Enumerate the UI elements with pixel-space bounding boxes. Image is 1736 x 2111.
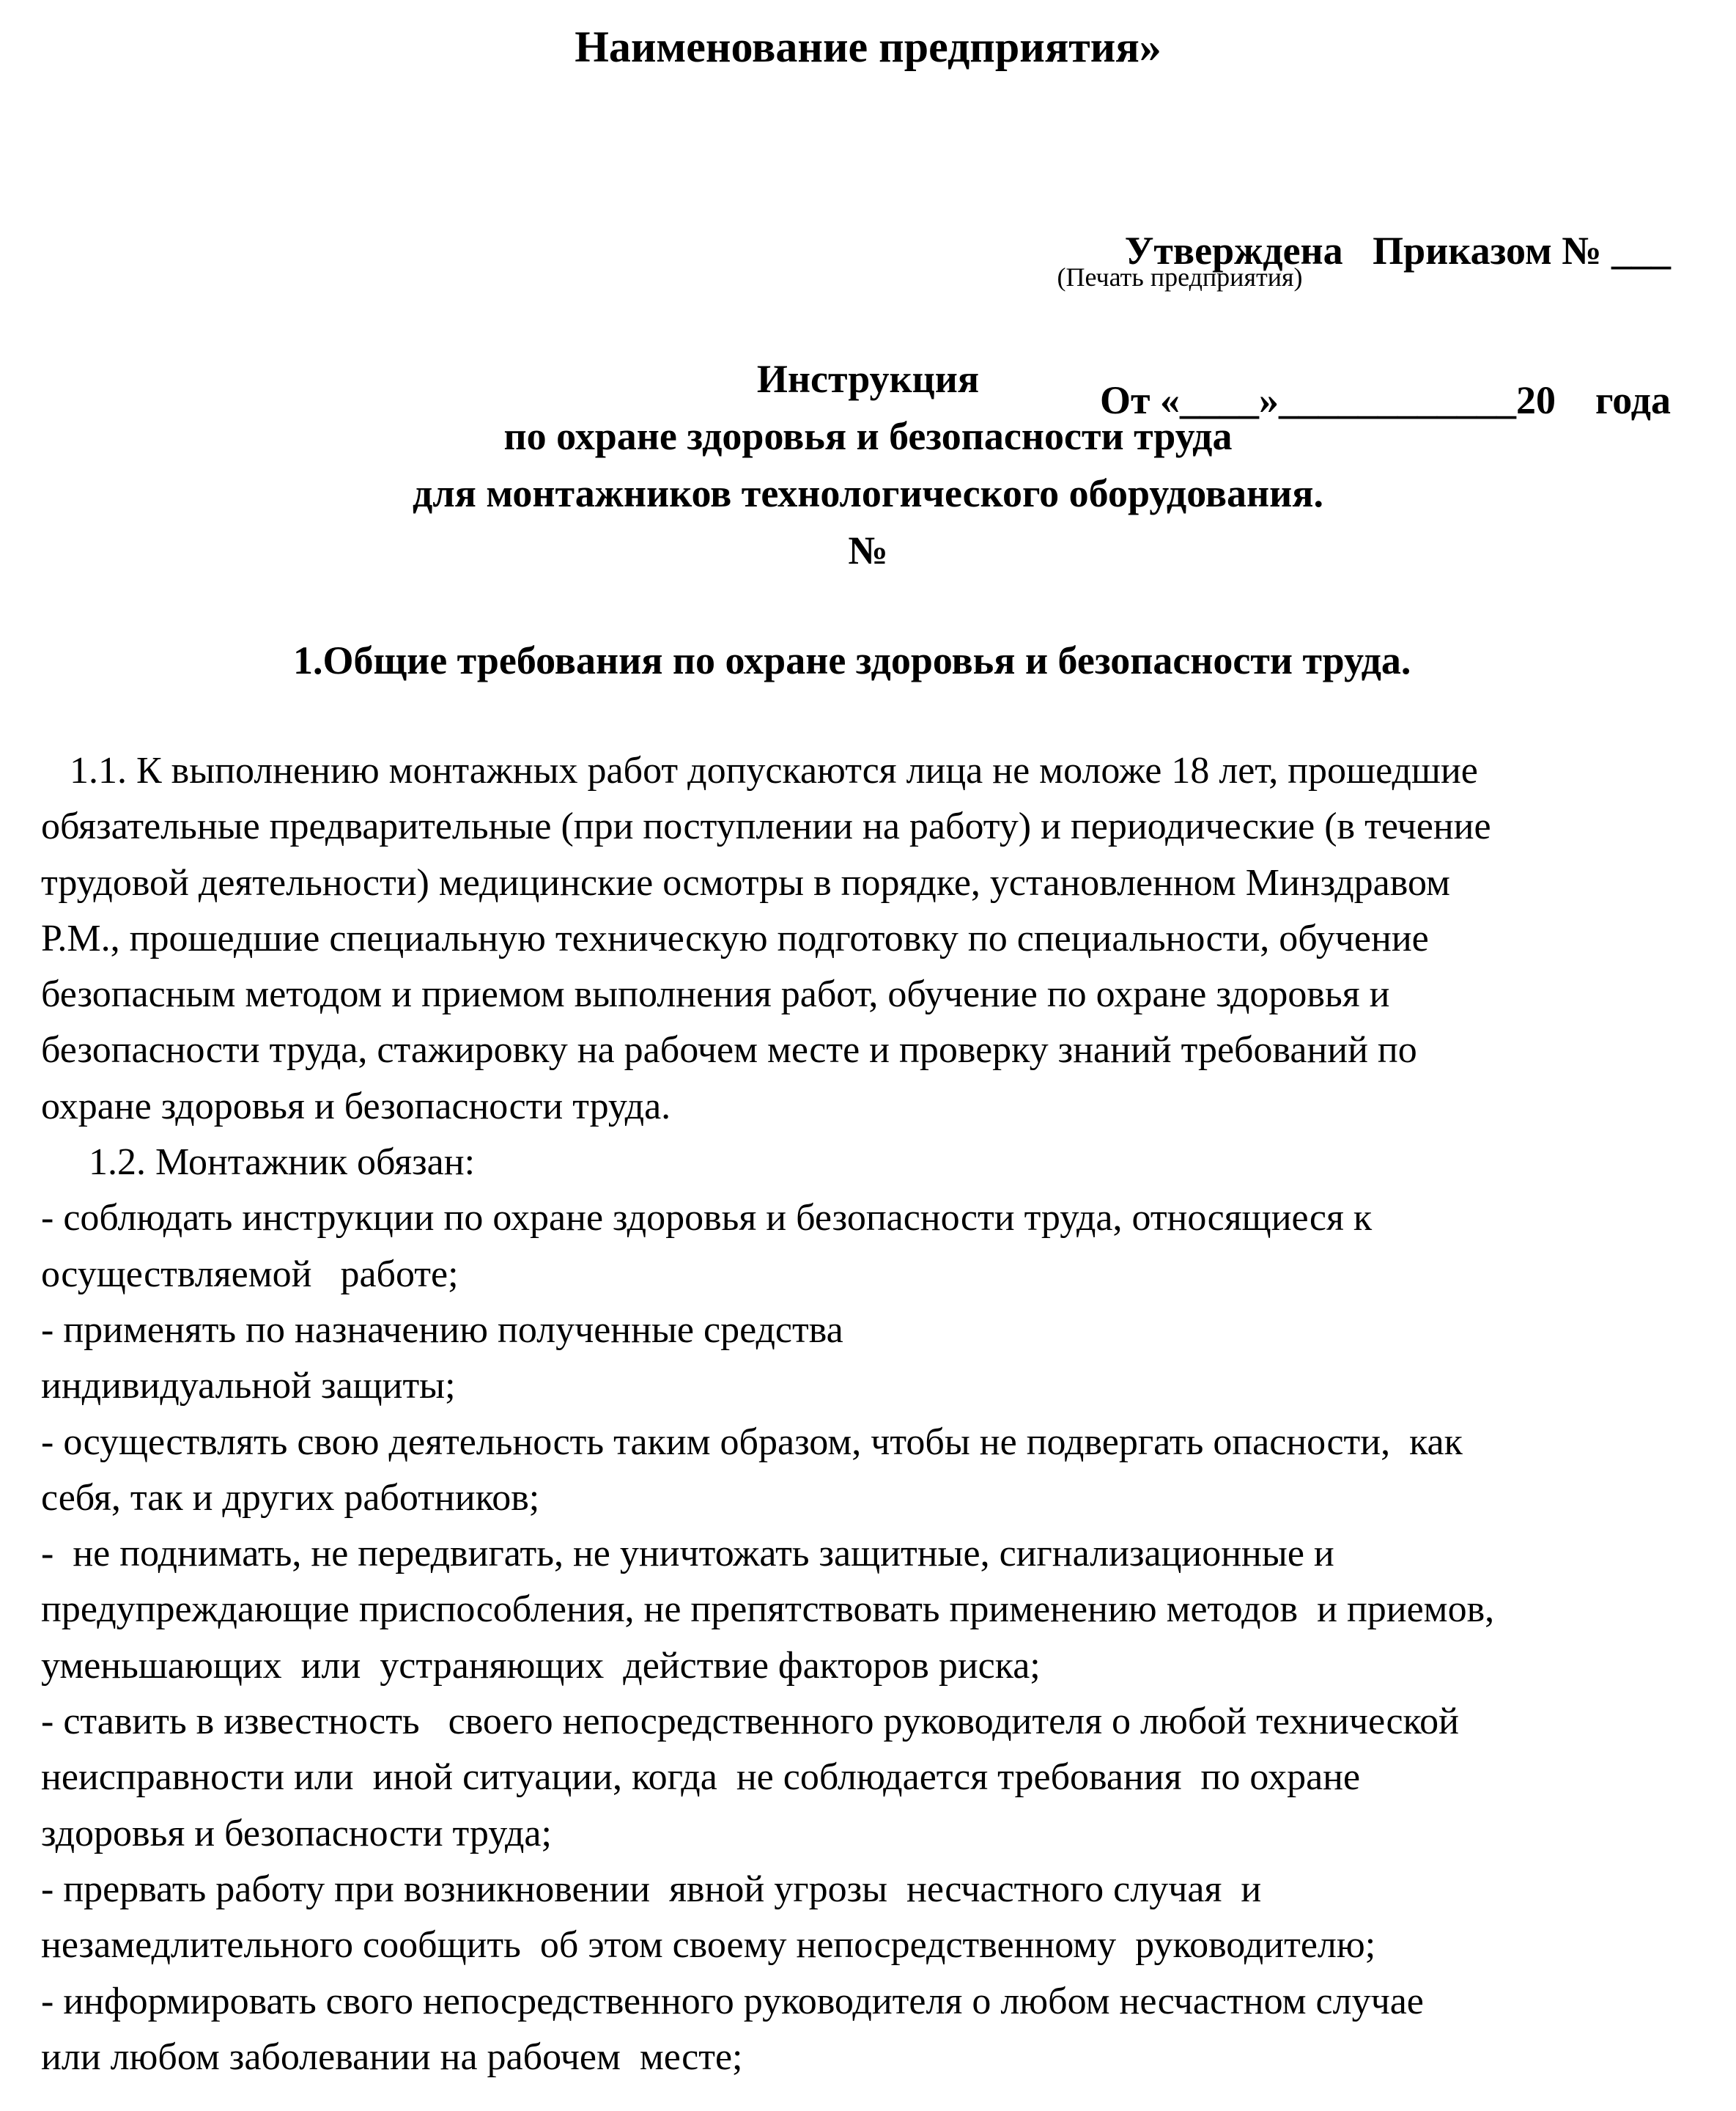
company-name: Наименование предприятия» [575, 23, 1161, 71]
title-line-4: № [848, 528, 888, 572]
body-line: безопасности труда, стажировку на рабочем месте и проверку знаний требований по [41, 1029, 1417, 1072]
body-line: неисправности или иной ситуации, когда не соблюдается требования по охране [41, 1756, 1361, 1799]
body-line: трудовой деятельности) медицинские осмотры в порядке, установленном Минздравом [41, 861, 1450, 904]
document-title [0, 350, 1736, 579]
body-line: 1.1. К выполнению монтажных работ допускаются лица не моложе 18 лет, прошедшие [41, 750, 1478, 792]
title-line-1: Инструкция [756, 357, 980, 401]
body-line: уменьшающих или устраняющих действие факторов риска; [41, 1644, 1041, 1687]
body-line: - ставить в известность своего непосредственного руководителя о любой технической [41, 1701, 1459, 1743]
body-line: - осуществлять свою деятельность таким образом, чтобы не подвергать опасности, как [41, 1421, 1463, 1463]
body-line: - соблюдать инструкции по охране здоровья и безопасности труда, относящиеся к [41, 1197, 1373, 1239]
title-line-2: по охране здоровья и безопасности труда [503, 414, 1233, 458]
section-body [41, 743, 1719, 2085]
body-line: - применять по назначению полученные средства [41, 1308, 843, 1351]
body-line: осуществляемой работе; [41, 1253, 459, 1295]
body-line: 1.2. Монтажник обязан: [41, 1141, 476, 1184]
body-line: безопасным методом и приемом выполнения работ, обучение по охране здоровья и [41, 973, 1390, 1016]
approval-date-line: От «____»____________20 года [1100, 378, 1671, 422]
seal-note: (Печать предприятия) [1057, 262, 1303, 292]
body-line: - информировать свого непосредственного руководителя о любом несчастном случае [41, 1980, 1424, 2022]
body-line: здоровья и безопасности труда; [41, 1812, 552, 1854]
body-line: себя, так и других работников; [41, 1476, 540, 1519]
body-line: Р.М., прошедшие специальную техническую подготовку по специальности, обучение [41, 917, 1429, 959]
body-line: - прервать работу при возникновении явной угрозы несчастного случая и [41, 1868, 1262, 1910]
body-line: предупреждающие приспособления, не препятствовать применению методов и приемов, [41, 1588, 1495, 1631]
body-line: - не поднимать, не передвигать, не уничтожать защитные, сигнализационные и [41, 1533, 1334, 1575]
body-line: незамедлительного сообщить об этом своему непосредственному руководителю; [41, 1924, 1376, 1967]
section-heading: 1.Общие требования по охране здоровья и безопасности труда. [293, 638, 1411, 682]
body-line: или любом заболевании на рабочем месте; [41, 2036, 743, 2078]
body-line: обязательные предварительные (при поступлении на работу) и периодические (в течение [41, 806, 1491, 848]
body-line: охране здоровья и безопасности труда. [41, 1085, 671, 1127]
approval-order-line: Утверждена Приказом № ___ [1124, 229, 1671, 273]
title-line-3: для монтажников технологического оборудования. [413, 471, 1323, 515]
body-line: индивидуальной защиты; [41, 1365, 456, 1407]
